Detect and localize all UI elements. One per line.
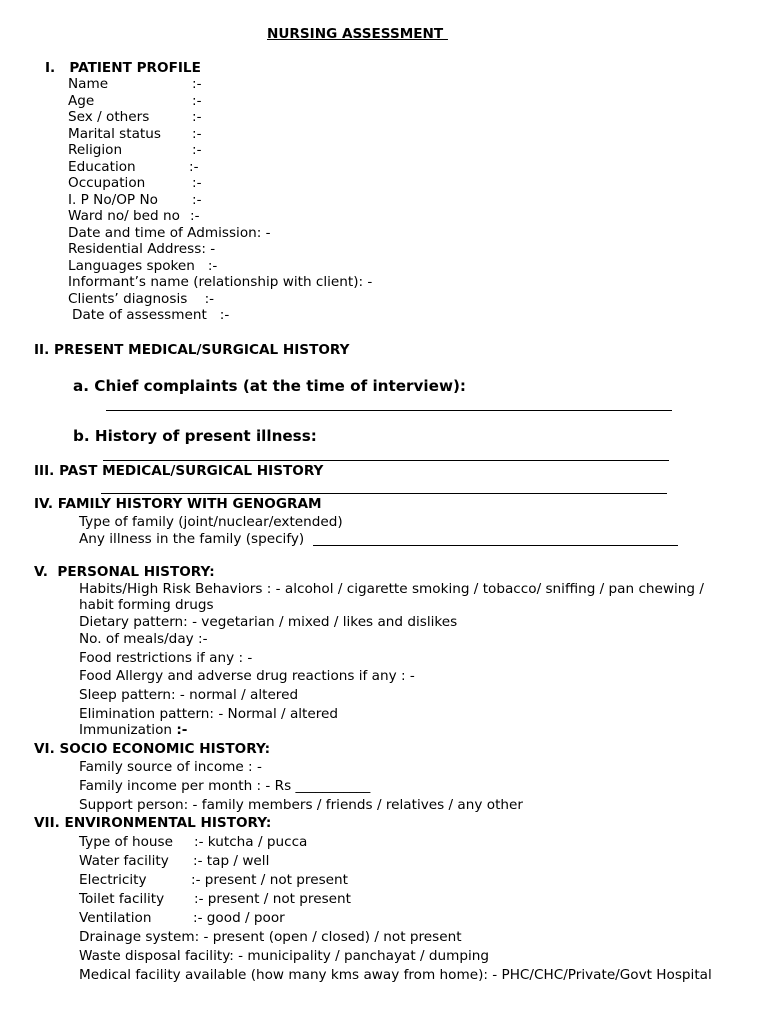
field-label-education: Education (68, 159, 136, 175)
field-label-ventilation: Ventilation (79, 910, 152, 926)
field-label-water-facility: Water facility (79, 853, 169, 869)
field-residential-address: Residential Address: - (68, 241, 216, 257)
field-value-electricity: :- present / not present (191, 872, 348, 888)
field-label-sex: Sex / others (68, 109, 150, 125)
field-sep-ward-bed-no: :- (190, 208, 200, 224)
field-label-ward-bed-no: Ward no/ bed no (68, 208, 180, 224)
field-food-allergy: Food Allergy and adverse drug reactions if any : - (79, 668, 415, 684)
field-label-age: Age (68, 93, 95, 109)
field-income-source: Family source of income : - (79, 759, 262, 775)
field-languages-spoken: Languages spoken :- (68, 258, 218, 274)
field-value-ventilation: :- good / poor (193, 910, 285, 926)
blank-line-past-history (101, 493, 667, 494)
field-immunization-sep: :- (176, 722, 188, 738)
field-sep-name: :- (192, 76, 202, 92)
field-sep-marital-status: :- (192, 126, 202, 142)
field-date-of-assessment: Date of assessment :- (72, 307, 230, 323)
subheading-chief-complaints: a. Chief complaints (at the time of interview): (73, 377, 466, 395)
field-illness-in-family: Any illness in the family (specify) (79, 531, 309, 547)
section-heading-present-history: II. PRESENT MEDICAL/SURGICAL HISTORY (34, 342, 350, 358)
blank-line-present-illness (103, 460, 669, 461)
field-dietary-pattern: Dietary pattern: - vegetarian / mixed / likes and dislikes (79, 614, 458, 630)
field-sep-education: :- (189, 159, 199, 175)
field-value-water-facility: :- tap / well (193, 853, 270, 869)
section-heading-personal-history: V. PERSONAL HISTORY: (34, 564, 215, 580)
field-support-person: Support person: - family members / friends / relatives / any other (79, 797, 523, 813)
field-sleep-pattern: Sleep pattern: - normal / altered (79, 687, 299, 703)
field-food-restrictions: Food restrictions if any : - (79, 650, 253, 666)
field-label-ip-op-no: I. P No/OP No (68, 192, 158, 208)
field-elimination-pattern: Elimination pattern: - Normal / altered (79, 706, 339, 722)
field-sep-occupation: :- (192, 175, 202, 191)
section-heading-family-history: IV. FAMILY HISTORY WITH GENOGRAM (34, 496, 322, 512)
field-value-type-of-house: :- kutcha / pucca (194, 834, 308, 850)
blank-line-family-illness (313, 545, 678, 546)
section-heading-socio-economic: VI. SOCIO ECONOMIC HISTORY: (34, 741, 271, 757)
field-habits-line-1: Habits/High Risk Behaviors : - alcohol / cigarette smoking / tobacco/ sniffing / pan chewing / (79, 581, 704, 597)
blank-line-chief-complaints (106, 410, 672, 411)
field-drainage-system: Drainage system: - present (open / closed) / not present (79, 929, 462, 945)
field-sep-sex: :- (192, 109, 202, 125)
section-heading-environmental: VII. ENVIRONMENTAL HISTORY: (34, 815, 272, 831)
section-heading-past-history: III. PAST MEDICAL/SURGICAL HISTORY (34, 463, 324, 479)
field-sep-age: :- (192, 93, 202, 109)
field-sep-religion: :- (192, 142, 202, 158)
field-monthly-income: Family income per month : - Rs ___________ (79, 778, 371, 794)
field-value-toilet-facility: :- present / not present (194, 891, 351, 907)
field-label-type-of-house: Type of house (79, 834, 173, 850)
section-heading-patient-profile: I. PATIENT PROFILE (45, 60, 201, 76)
document-title: NURSING ASSESSMENT (267, 26, 448, 42)
subheading-history-present-illness: b. History of present illness: (73, 427, 317, 445)
field-label-toilet-facility: Toilet facility (79, 891, 165, 907)
field-label-electricity: Electricity (79, 872, 147, 888)
field-label-marital-status: Marital status (68, 126, 161, 142)
field-informant-name: Informant’s name (relationship with client): - (68, 274, 373, 290)
field-immunization (79, 722, 187, 738)
field-clients-diagnosis: Clients’ diagnosis :- (68, 291, 215, 307)
field-immunization-label: Immunization (79, 722, 177, 738)
field-sep-ip-op-no: :- (192, 192, 202, 208)
field-waste-disposal: Waste disposal facility: - municipality / panchayat / dumping (79, 948, 490, 964)
field-medical-facility: Medical facility available (how many kms away from home): - PHC/CHC/Private/Govt Hospital (79, 967, 712, 983)
field-meals-per-day: No. of meals/day :- (79, 631, 208, 647)
field-admission-datetime: Date and time of Admission: - (68, 225, 271, 241)
field-type-of-family: Type of family (joint/nuclear/extended) (79, 514, 343, 530)
field-label-religion: Religion (68, 142, 123, 158)
field-label-name: Name (68, 76, 109, 92)
field-habits-line-2: habit forming drugs (79, 597, 214, 613)
field-label-occupation: Occupation (68, 175, 146, 191)
